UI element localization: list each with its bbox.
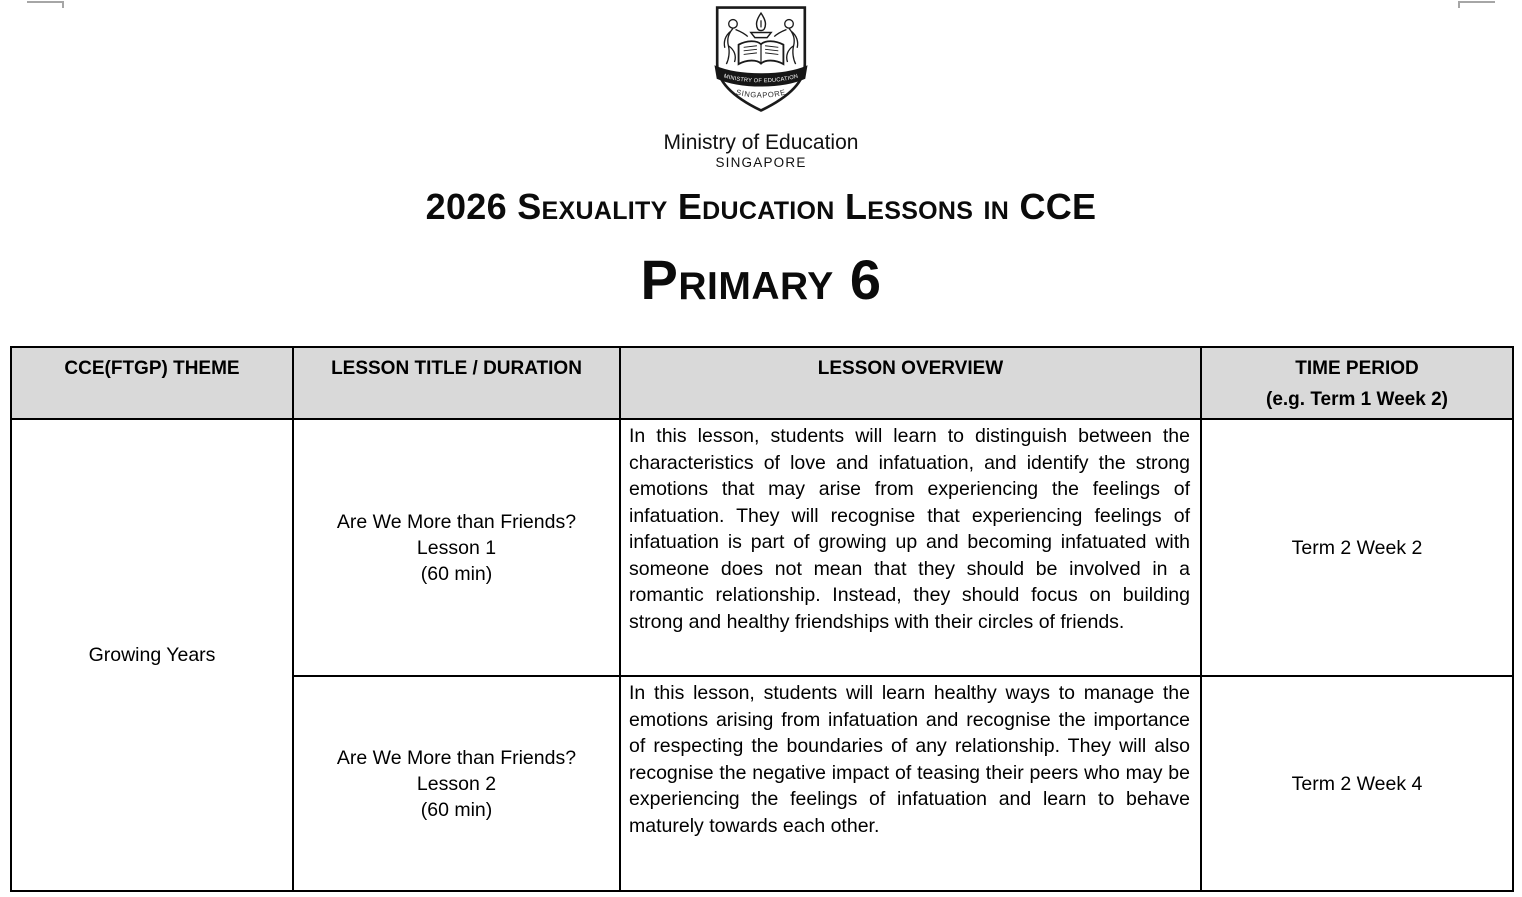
- theme-label: Growing Years: [88, 644, 216, 666]
- col-header-overview-label: LESSON OVERVIEW: [817, 358, 1004, 379]
- lesson-overview-1: In this lesson, students will learn to distinguish between the characteristics of love and infatuation, and identify the strong emotions that may arise from experiencing the feelings of infatuation. They will recognise that experiencing feelings of infatuation is part of growing up and becoming infatuated with someone does not mean that they should be involved in a romantic relationship. Instead, they should focus on building strong and healthy friendships with their circles of friends.: [629, 425, 1190, 633]
- org-country: SINGAPORE: [715, 155, 807, 170]
- col-header-title-duration: [293, 347, 620, 419]
- table-row: [11, 419, 1513, 676]
- lesson-number-2: Lesson 2: [416, 772, 497, 795]
- time-period-cell-2: [1201, 676, 1513, 891]
- crest-banner-text: MINISTRY OF EDUCATION: [723, 73, 800, 85]
- time-period-1: Term 2 Week 2: [1291, 536, 1423, 559]
- lesson-number-1: Lesson 1: [416, 536, 497, 559]
- time-period-cell-1: [1201, 419, 1513, 676]
- lesson-title-cell-1: [293, 419, 620, 676]
- lesson-title-2: Are We More than Friends?: [336, 746, 577, 769]
- col-header-theme: [11, 347, 293, 419]
- theme-cell: [11, 419, 293, 891]
- level-title: Primary 6: [640, 248, 882, 311]
- crest-country-text: SINGAPORE: [735, 87, 787, 100]
- lesson-title-1: Are We More than Friends?: [336, 510, 577, 533]
- org-name: Ministry of Education: [663, 131, 859, 154]
- time-period-2: Term 2 Week 4: [1291, 772, 1423, 795]
- table-header-row: [11, 347, 1513, 419]
- moe-crest-logo: [710, 5, 812, 113]
- col-header-title-duration-label: LESSON TITLE / DURATION: [331, 358, 582, 379]
- col-header-overview: [620, 347, 1201, 419]
- document-title: 2026 Sexuality Education Lessons in CCE: [425, 186, 1097, 227]
- lesson-duration-1: (60 min): [420, 562, 493, 585]
- col-header-time-period-label: TIME PERIOD: [1295, 358, 1419, 379]
- text-boundary-mark-left: [27, 1, 64, 8]
- col-header-time-period-sublabel: (e.g. Term 1 Week 2): [1266, 389, 1448, 410]
- lesson-title-cell-2: [293, 676, 620, 891]
- lesson-overview-2: In this lesson, students will learn healthy ways to manage the emotions arising from infatuation and recognise the importance of respecting the boundaries of any relationship. They will also recognise the negative impact of teasing their peers who may be experiencing the feelings of infatuation and learn to behave maturely towards each other.: [629, 682, 1190, 837]
- text-boundary-mark-right: [1458, 1, 1495, 8]
- col-header-time-period: [1201, 347, 1513, 419]
- document-header: [0, 0, 1522, 311]
- lesson-overview-cell-2: [620, 676, 1201, 891]
- lesson-overview-cell-1: [620, 419, 1201, 676]
- lesson-schedule-table: [10, 346, 1514, 892]
- lesson-duration-2: (60 min): [420, 798, 493, 821]
- col-header-theme-label: CCE(FTGP) THEME: [64, 358, 240, 379]
